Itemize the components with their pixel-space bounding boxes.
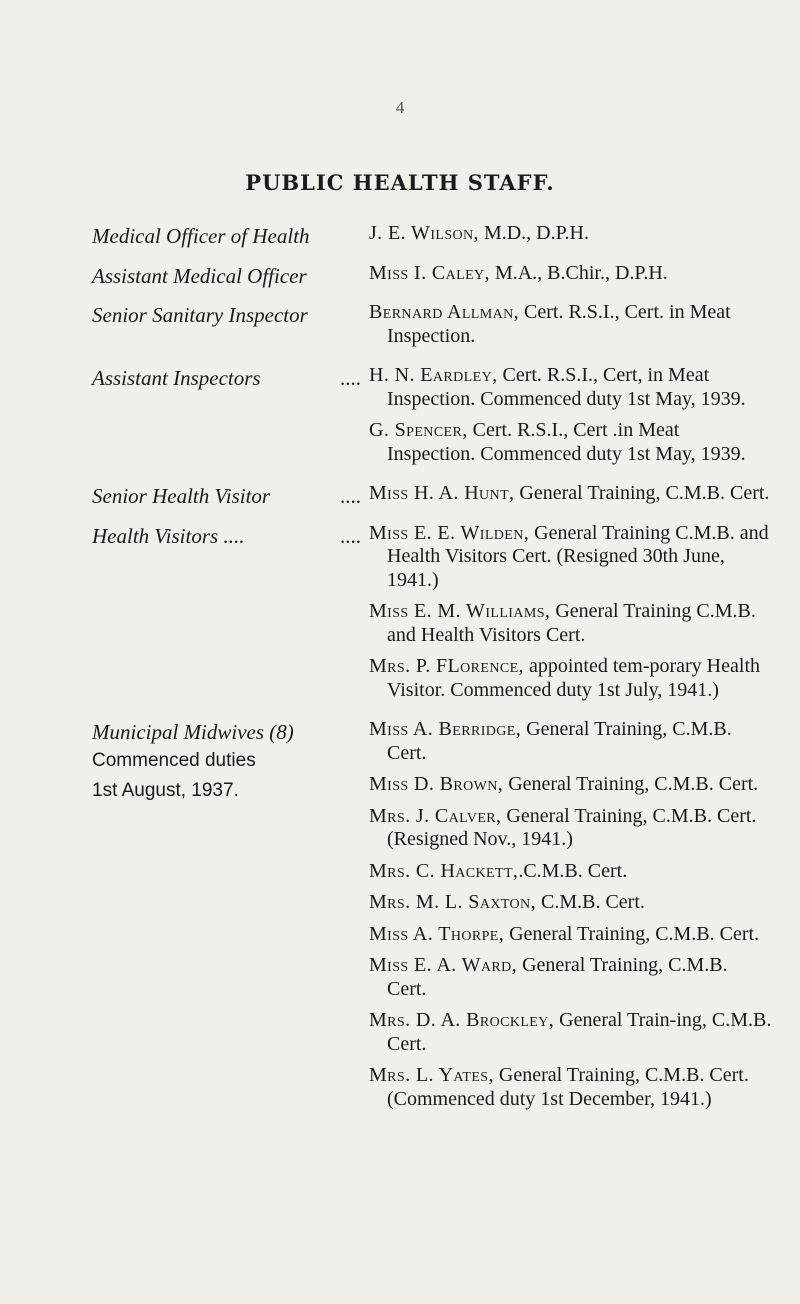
person-details: General Training, C.M.B. Cert. <box>514 482 770 504</box>
person-entry <box>369 1009 772 1056</box>
person-details: C.M.B. Cert. <box>535 891 645 913</box>
person-details: Cert. R.S.I., Cert, in Meat Inspection. Commenced duty 1st May, 1939. <box>387 364 746 410</box>
person-entry <box>369 773 772 797</box>
person-name: Miss E. A. Ward, <box>369 954 518 976</box>
role-block <box>92 482 772 514</box>
person-name: Miss H. A. Hunt, <box>369 482 515 504</box>
person-name: J. E. Wilson, <box>369 222 479 244</box>
page-number: 4 <box>395 98 405 117</box>
persons-column <box>369 482 772 514</box>
role-note: 1st August, 1937. <box>92 780 239 801</box>
person-entry <box>369 522 772 593</box>
leader-dots: .... <box>340 523 361 548</box>
role-title <box>92 302 369 329</box>
person-name: Mrs. P. FLorence, <box>369 655 524 677</box>
page-title: PUBLIC HEALTH STAFF. <box>245 170 555 195</box>
person-entry <box>369 1064 772 1111</box>
person-name: Mrs. C. Hackett, <box>369 859 519 882</box>
role-note: Commenced duties <box>92 750 256 771</box>
role-block <box>92 222 772 254</box>
person-name: G. Spencer, <box>369 419 468 441</box>
person-details: M.A., B.Chir., D.P.H. <box>489 261 668 284</box>
person-details: General Train-ing, C.M.B. Cert. <box>387 1009 772 1055</box>
role-title-text: Municipal Midwives (8) <box>92 720 294 744</box>
person-entry <box>369 364 772 411</box>
role-title <box>92 223 369 250</box>
person-entry <box>369 891 772 915</box>
person-name: Mrs. M. L. Saxton, <box>369 891 536 913</box>
leader-dots: .... <box>340 484 361 508</box>
person-entry <box>369 262 772 286</box>
person-details: General Training, C.M.B. Cert. <box>504 922 760 945</box>
role-title-text: Assistant Medical Officer <box>92 263 307 288</box>
leader-dots: .... <box>340 366 361 390</box>
role-title <box>92 483 369 510</box>
person-entry <box>369 301 772 348</box>
person-details: General Training C.M.B. and Health Visitors Cert. (Resigned 30th June, 1941.) <box>387 521 769 591</box>
role-title-text: Health Visitors .... <box>92 523 245 548</box>
person-details: General Training, C.M.B. Cert. <box>503 773 759 795</box>
role-title <box>92 719 369 746</box>
person-details: M.D., D.P.H. <box>478 222 589 244</box>
person-entry <box>369 419 772 466</box>
person-entry <box>369 954 772 1001</box>
person-name: Mrs. D. A. Brockley, <box>369 1009 555 1031</box>
role-column <box>92 301 369 329</box>
person-details: General Training C.M.B. and Health Visitors Cert. <box>387 600 756 646</box>
role-block <box>92 301 772 356</box>
person-name: Mrs. J. Calver, <box>369 804 502 827</box>
person-details: General Training, C.M.B. Cert. <box>387 718 732 764</box>
person-name: H. N. Eardley, <box>369 364 498 386</box>
person-entry <box>369 805 772 852</box>
role-title-text: Senior Sanitary Inspector <box>92 303 308 327</box>
person-name: Bernard Allman, <box>369 301 520 323</box>
person-details: General Training, C.M.B. Cert. (Resigned Nov., 1941.) <box>387 804 757 850</box>
role-block <box>92 522 772 711</box>
persons-column <box>369 301 772 356</box>
role-title <box>92 523 369 550</box>
person-name: Miss I. Caley, <box>369 261 490 284</box>
person-entry <box>369 923 772 947</box>
role-block <box>92 262 772 294</box>
role-column <box>92 482 369 510</box>
role-column <box>92 364 369 392</box>
person-entry <box>369 655 772 702</box>
role-block <box>92 718 772 1119</box>
role-title <box>92 365 369 392</box>
person-details: General Training, C.M.B. Cert. (Commenced duty 1st December, 1941.) <box>387 1064 749 1110</box>
person-name: Mrs. L. Yates, <box>369 1064 494 1086</box>
persons-column <box>369 522 772 711</box>
person-entry <box>369 718 772 765</box>
person-name: Miss D. Brown, <box>369 773 504 795</box>
person-details: General Training, C.M.B. Cert. <box>387 954 728 1000</box>
person-name: Miss A. Thorpe, <box>369 922 505 945</box>
persons-column <box>369 364 772 474</box>
role-block <box>92 364 772 474</box>
role-title-text: Medical Officer of Health <box>92 224 310 248</box>
role-column <box>92 522 369 550</box>
person-details: .C.M.B. Cert. <box>518 859 628 882</box>
person-entry <box>369 482 772 506</box>
person-entry <box>369 860 772 884</box>
person-details: Cert. R.S.I., Cert .in Meat Inspection. Commenced duty 1st May, 1939. <box>387 419 746 465</box>
person-name: Miss A. Berridge, <box>369 718 522 740</box>
role-column <box>92 222 369 250</box>
person-entry <box>369 600 772 647</box>
role-title-text: Senior Health Visitor <box>92 484 271 508</box>
person-name: Miss E. M. Williams, <box>369 600 551 622</box>
person-details: Cert. R.S.I., Cert. in Meat Inspection. <box>387 301 731 347</box>
person-details: appointed tem-porary Health Visitor. Commenced duty 1st July, 1941.) <box>387 655 760 701</box>
person-entry <box>369 222 772 246</box>
persons-column <box>369 222 772 254</box>
role-title <box>92 263 369 290</box>
staff-list <box>92 222 772 1127</box>
role-column <box>92 718 369 806</box>
persons-column <box>369 718 772 1119</box>
role-column <box>92 262 369 290</box>
role-title-text: Assistant Inspectors <box>92 366 261 390</box>
person-name: Miss E. E. Wilden, <box>369 521 530 544</box>
persons-column <box>369 262 772 294</box>
